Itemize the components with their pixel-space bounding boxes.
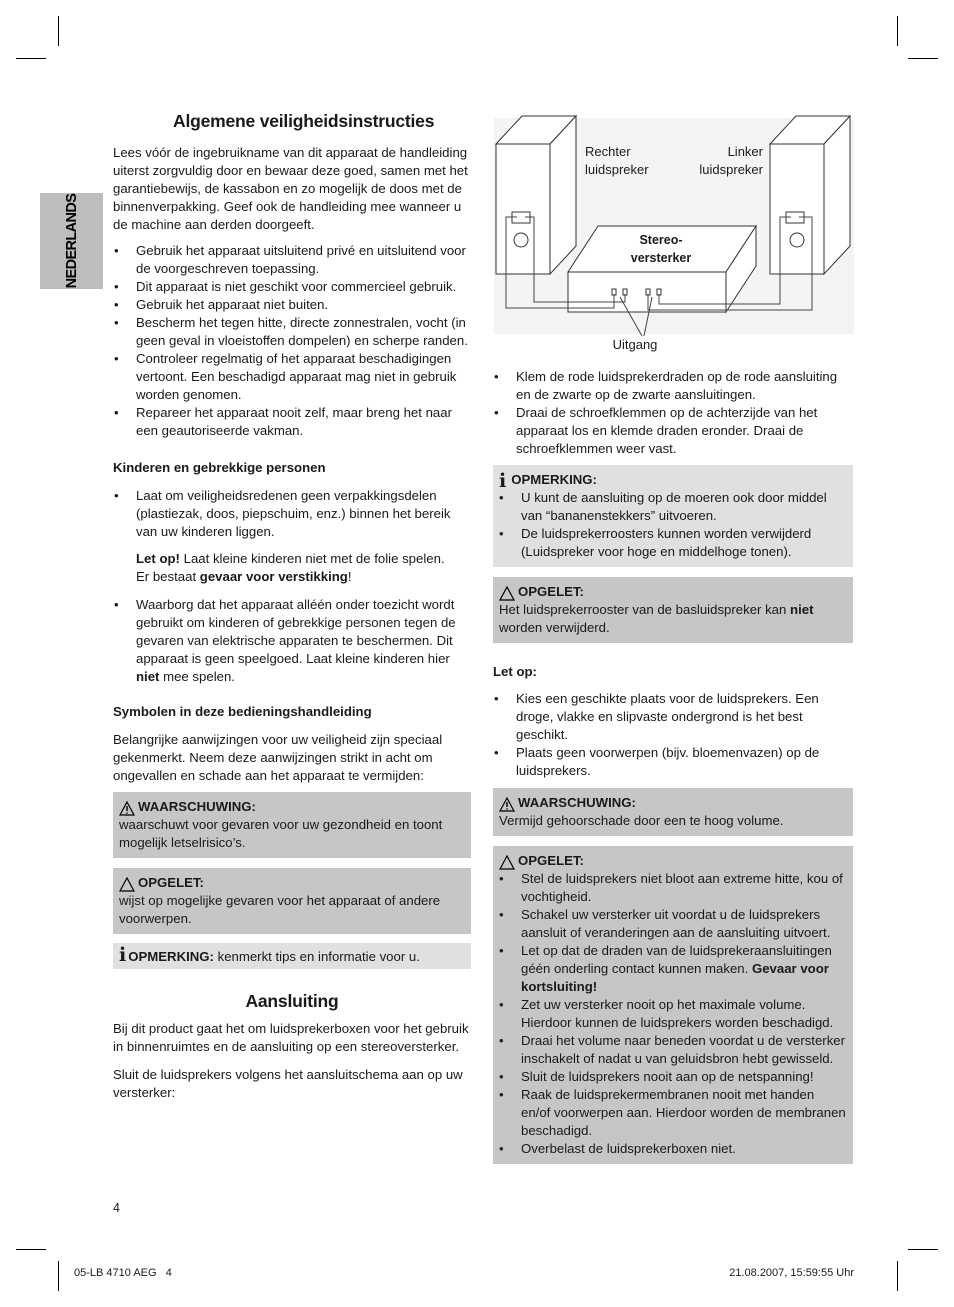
symbols-intro: Belangrijke aanwijzingen voor uw veiligheid zijn speciaal gekenmerkt. Neem deze aanwijzingen strikt in acht om ongevallen en schade aan het apparaat te vermijden: [113,732,443,783]
caution-text: wijst op mogelijke gevaren voor het apparaat of andere voorwerpen. [119,893,441,926]
note-title: OPMERKING: [511,472,597,487]
note-box [113,943,471,969]
caution-box [113,868,471,934]
caution-text-end: worden verwijderd. [499,620,610,635]
warning-box [113,792,471,858]
caution-title: OPGELET: [518,853,584,868]
caution-box-right-1 [493,577,853,643]
caution-triangle-icon [119,877,135,892]
list-item: • U kunt de aansluiting op de moeren ook door middel van “bananenstekkers” uitvoeren. [499,489,847,525]
wiring-diagram [494,114,854,359]
caution-triangle-icon [499,586,515,601]
warning-triangle-icon [499,797,515,812]
warning-title: WAARSCHUWING: [138,799,256,814]
safety-list [113,242,471,440]
note-title-row [499,470,847,492]
warning-text: waarschuwt voor gevaren voor uw gezondheid en toont mogelijk letselrisico’s. [119,817,443,850]
caution-title-row [119,874,465,892]
note-text: kenmerkt tips en informatie voor u. [213,949,420,964]
output-label: Uitgang [612,337,658,352]
letop-note [136,550,471,586]
note-box-right [493,465,853,567]
caution-text [499,601,847,637]
page-number: 4 [113,1201,120,1215]
risk-end: ! [347,569,352,584]
letop-text: Laat kleine kinderen niet met de folie spelen. [179,551,445,566]
list-item [499,942,847,996]
risk-text: Er bestaat [136,569,200,584]
list-item: • Controleer regelmatig of het apparaat beschadigingen vertoont. Een beschadigd apparaat mag niet in gebruik worden genomen. [113,350,471,404]
list-item: • Zet uw versterker nooit op het maximale volume. Hierdoor kunnen de luidsprekers worden beschadigd. [499,996,847,1032]
left-speaker-graphic [770,116,850,274]
warning-title-row [499,794,847,812]
kids-heading: Kinderen en gebrekkige personen [113,460,326,475]
footer-left: 05-LB 4710 AEG 4 [74,1267,172,1279]
caution-item-bold: Gevaar voor kortsluiting! [521,961,829,994]
list-item: • Stel de luidsprekers niet bloot aan extreme hitte, kou of vochtigheid. [499,870,847,906]
list-item: • Gebruik het apparaat niet buiten. [113,296,471,314]
risk-bold: gevaar voor verstikking [199,569,348,584]
list-item [113,487,471,586]
kids-bullet-2-bold: niet [136,669,160,684]
crop-mark [897,1261,898,1291]
crop-mark [897,16,898,46]
crop-mark [908,58,938,59]
right-speaker-graphic [496,116,576,274]
caution-list [499,870,847,1158]
right-speaker-label-2: luidspreker [585,162,649,177]
warning-triangle-icon [119,801,135,816]
safety-heading: Algemene veiligheidsinstructies [173,111,435,131]
list-item: • Kies een geschikte plaats voor de luidsprekers. Een droge, vlakke en slipvaste ondergrond is het best geschikt. [493,690,853,744]
info-icon: i [499,470,507,492]
warning-title-row [119,798,465,816]
list-item: • Schakel uw versterker uit voordat u de luidsprekers aansluit of veranderingen aan de aansluiting uitvoert. [499,906,847,942]
caution-title: OPGELET: [138,875,204,890]
list-item: • Plaats geen voorwerpen (bijv. bloemenvazen) op de luidsprekers. [493,744,853,780]
right-speaker-label-1: Rechter [585,144,631,159]
footer-right: 21.08.2007, 15:59:55 Uhr [729,1267,854,1279]
wiring-list [493,368,853,458]
right-column [493,368,853,1164]
note-list [499,489,847,561]
letop-heading: Let op: [493,664,537,679]
connection-heading: Aansluiting [245,991,339,1011]
warning-box-right [493,788,853,836]
list-item [113,596,471,686]
list-item: • Gebruik het apparaat uitsluitend privé en uitsluitend voor de voorgeschreven toepassing. [113,242,471,278]
crop-mark [908,1249,938,1250]
caution-text-bold: niet [790,602,814,617]
list-item: • Overbelast de luidsprekerboxen niet. [499,1140,847,1158]
list-item: • Draai de schroefklemmen op de achterzijde van het apparaat los en klemde draden eronder. Draai de schroefklemmen weer vast. [493,404,853,458]
safety-intro: Lees vóór de ingebruikname van dit apparaat de handleiding uiterst zorgvuldig door en bewaar deze goed, samen met het garantiebewijs, de kassabon en zo mogelijk de doos met de binnenverpakking. Geef ook de handleiding mee wanneer u de machine aan derden doorgeeft. [113,145,468,232]
letop-label: Let op! [136,551,180,566]
wiring-diagram-graphic [494,114,854,359]
list-item: • Klem de rode luidsprekerdraden op de rode aansluiting en de zwarte op de zwarte aansluitingen. [493,368,853,404]
warning-title: WAARSCHUWING: [518,795,636,810]
crop-mark [16,1249,46,1250]
info-icon: i [119,944,127,966]
kids-bullet-2-end: mee spelen. [159,669,235,684]
kids-bullet-1: Laat om veiligheidsredenen geen verpakkingsdelen (plastiezak, doos, piepschuim, enz.) binnen het bereik van uw kinderen liggen. [136,488,451,539]
caution-text-main: Het luidsprekerrooster van de basluidspreker kan [499,602,791,617]
crop-mark [58,1261,59,1291]
letop-list [493,690,853,780]
caution-title: OPGELET: [518,584,584,599]
caution-box-right-2 [493,846,853,1164]
list-item: • De luidsprekerroosters kunnen worden verwijderd (Luidspreker voor hoge en middelhoge tonen). [499,525,847,561]
caution-title-row [499,852,847,870]
list-item: • Raak de luidsprekermembranen nooit met handen en/of voorwerpen aan. Hierdoor worden de membranen beschadigd. [499,1086,847,1140]
language-tab-label: NEDERLANDS [63,193,80,289]
left-speaker-label-1: Linker [727,144,763,159]
connection-text-2: Sluit de luidsprekers volgens het aansluitschema aan op uw versterker: [113,1067,463,1100]
language-tab [40,193,103,289]
symbols-heading: Symbolen in deze bedieningshandleiding [113,704,372,719]
list-item: • Repareer het apparaat nooit zelf, maar breng het naar een geautoriseerde vakman. [113,404,471,440]
caution-item-text: Let op dat de draden van de luidsprekeraansluitingen géén onderling contact kunnen maken. [521,943,832,976]
crop-mark [16,58,46,59]
connection-text-1: Bij dit product gaat het om luidsprekerboxen voor het gebruik in binnenruimtes en de aansluiting op een stereoversterker. [113,1021,469,1054]
amplifier-label-1: Stereo- [639,233,683,247]
note-title: OPMERKING: [128,949,214,964]
left-column [113,110,471,1102]
warning-text: Vermijd gehoorschade door een te hoog volume. [499,813,784,828]
kids-bullet-2: Waarborg dat het apparaat alléén onder toezicht wordt gebruikt om kinderen of gebrekkige personen tegen de gevaren van elektrische apparaten te beschermen. Dit apparaat is geen speelgoed. Laat kleine kinderen hier [136,597,456,666]
caution-title-row [499,583,847,601]
list-item: • Sluit de luidsprekers nooit aan op de netspanning! [499,1068,847,1086]
crop-mark [58,16,59,46]
kids-list [113,487,471,686]
amplifier-label-2: versterker [630,251,692,265]
list-item: • Bescherm het tegen hitte, directe zonnestralen, vocht (in geen geval in vloeistoffen dompelen) en scherpe randen. [113,314,471,350]
left-speaker-label-2: luidspreker [699,162,763,177]
list-item: • Draai het volume naar beneden voordat u de versterker inschakelt of nadat u van geluidsbron hebt gewisseld. [499,1032,847,1068]
caution-triangle-icon [499,855,515,870]
list-item: • Dit apparaat is niet geschikt voor commercieel gebruik. [113,278,471,296]
